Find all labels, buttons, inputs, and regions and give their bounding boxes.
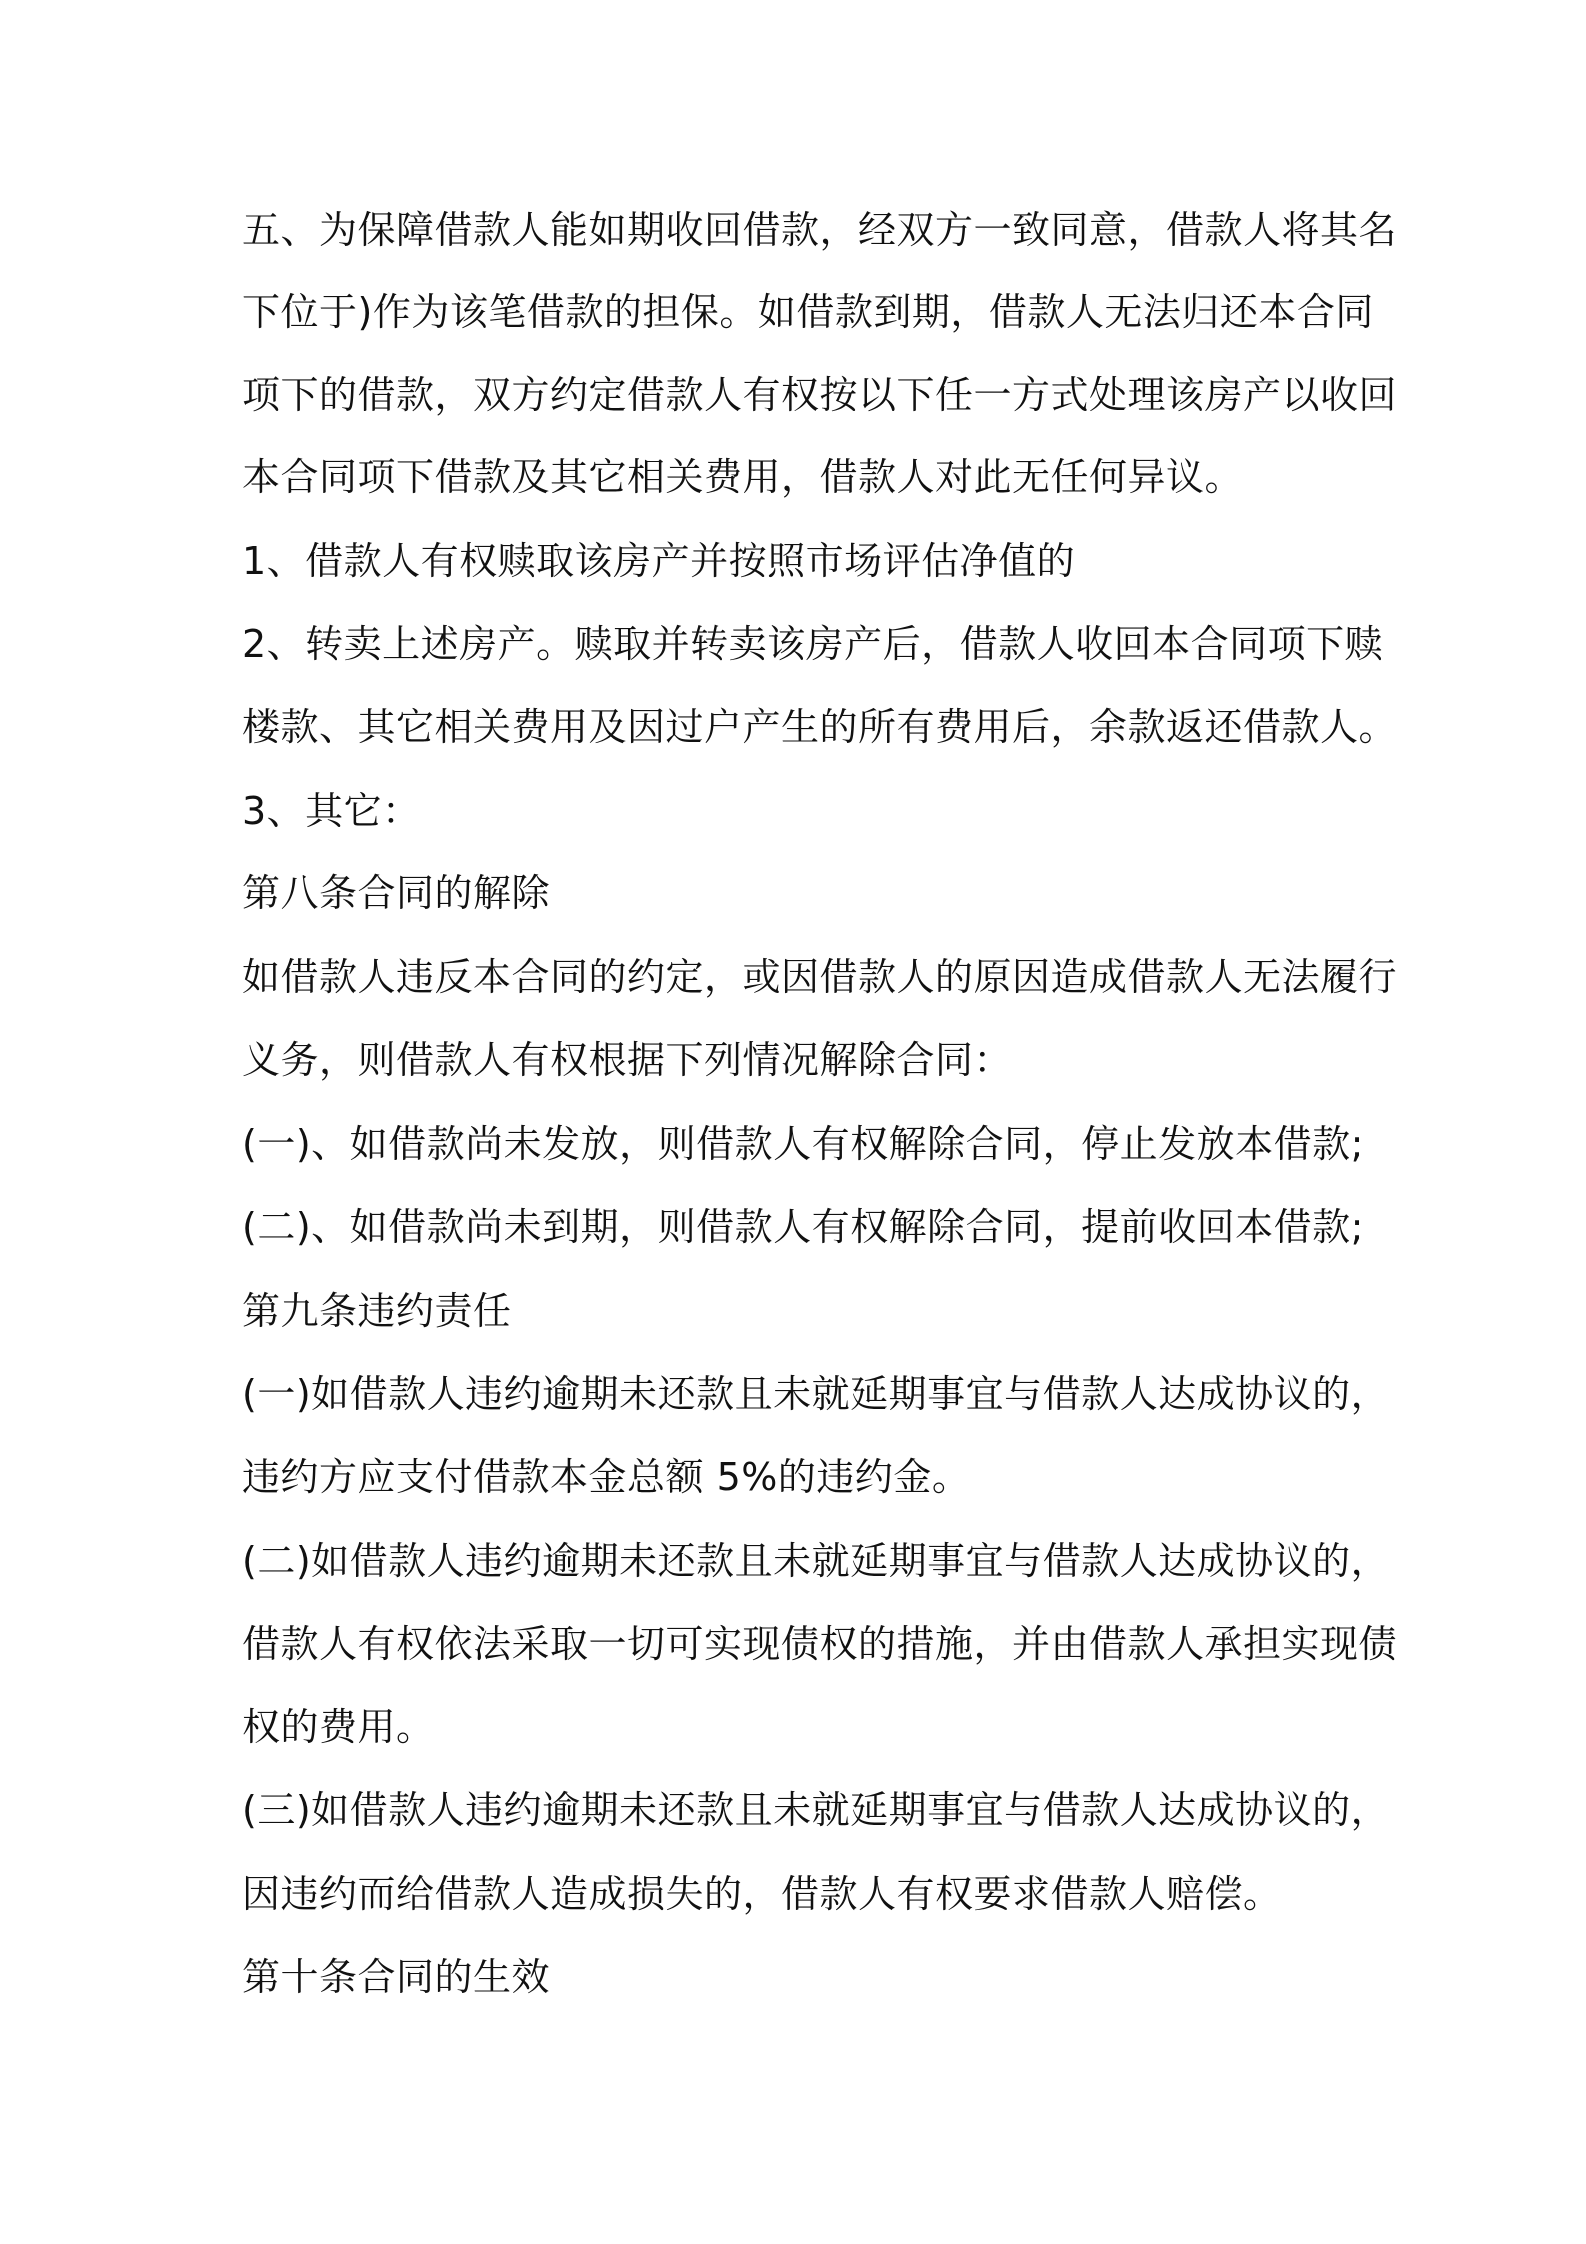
article-9-item-3-line-1: (三)如借款人违约逾期未还款且未就延期事宜与借款人达成协议的， — [242, 1788, 1390, 1832]
article-9-item-2-line-2: 借款人有权依法采取一切可实现债权的措施，并由借款人承担实现债 — [242, 1622, 1398, 1666]
option-2-line-1: 2、转卖上述房产。赎取并转卖该房产后，借款人收回本合同项下赎 — [242, 622, 1384, 666]
article-8-line-1: 如借款人违反本合同的约定，或因借款人的原因造成借款人无法履行 — [242, 955, 1398, 999]
article-9-item-1-line-1: (一)如借款人违约逾期未还款且未就延期事宜与借款人达成协议的， — [242, 1372, 1390, 1416]
article-10-heading: 第十条合同的生效 — [242, 1955, 551, 1999]
article-9-item-1-line-2: 违约方应支付借款本金总额 5%的违约金。 — [242, 1455, 971, 1499]
clause-5-line-1: 五、为保障借款人能如期收回借款，经双方一致同意，借款人将其名 — [242, 208, 1398, 252]
article-8-heading: 第八条合同的解除 — [242, 871, 551, 915]
article-9-item-2-line-1: (二)如借款人违约逾期未还款且未就延期事宜与借款人达成协议的， — [242, 1539, 1390, 1583]
article-9-item-3-line-2: 因违约而给借款人造成损失的，借款人有权要求借款人赔偿。 — [242, 1872, 1282, 1916]
clause-5-line-4: 本合同项下借款及其它相关费用，借款人对此无任何异议。 — [242, 455, 1244, 499]
clause-5-line-3: 项下的借款，双方约定借款人有权按以下任一方式处理该房产以收回 — [242, 373, 1398, 417]
option-3: 3、其它： — [242, 789, 421, 833]
clause-5-line-2: 下位于)作为该笔借款的担保。如借款到期，借款人无法归还本合同 — [242, 290, 1374, 334]
article-9-item-2-line-3: 权的费用。 — [242, 1705, 435, 1749]
article-8-line-2: 义务，则借款人有权根据下列情况解除合同： — [242, 1038, 1013, 1082]
option-1: 1、借款人有权赎取该房产并按照市场评估净值的 — [242, 539, 1076, 583]
article-8-item-2: (二)、如借款尚未到期，则借款人有权解除合同，提前收回本借款; — [242, 1205, 1364, 1249]
article-9-heading: 第九条违约责任 — [242, 1289, 512, 1333]
option-2-line-2: 楼款、其它相关费用及因过户产生的所有费用后，余款返还借款人。 — [242, 705, 1398, 749]
article-8-item-1: (一)、如借款尚未发放，则借款人有权解除合同，停止发放本借款; — [242, 1122, 1364, 1166]
